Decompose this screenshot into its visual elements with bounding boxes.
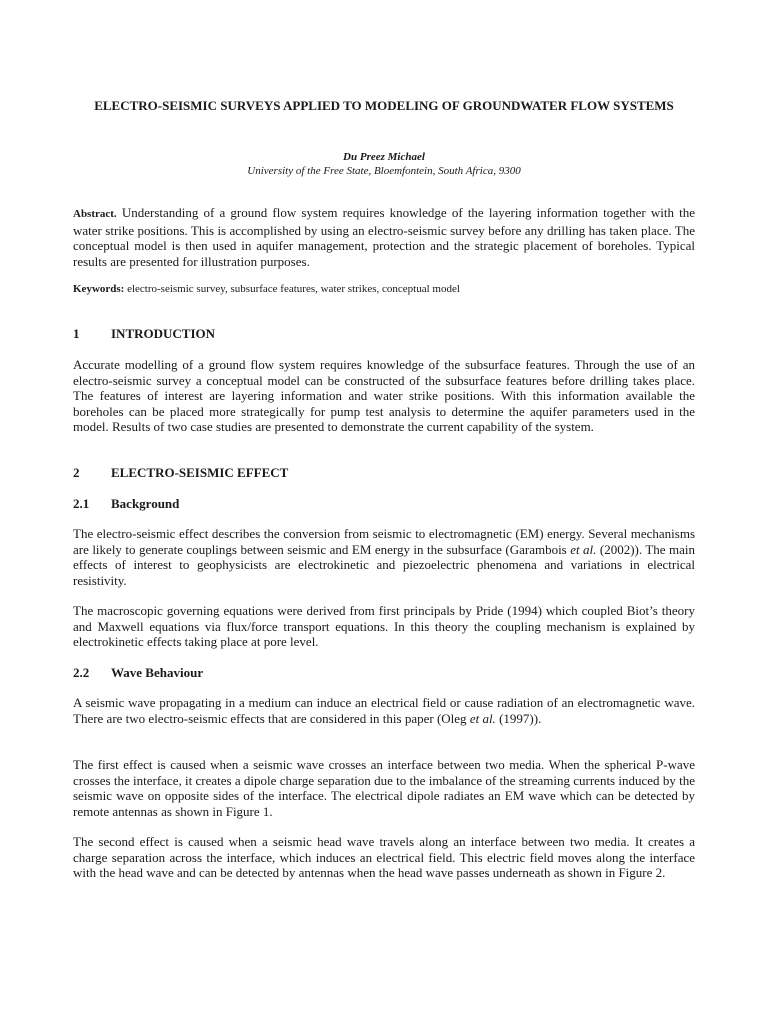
background-paragraph-2: The macroscopic governing equations were derived from first principals by Pride (1994) which coupled Biot’s theory and Maxwell equations via flux/force transport equations. In this theory the coupling mechanism is explained by electrokinetic effects taking place at pore level. [73, 603, 695, 649]
subsection-title: Background [111, 496, 180, 511]
author-name: Du Preez Michael [343, 151, 425, 163]
subsection-heading-background [73, 496, 695, 512]
section-heading-introduction [73, 326, 695, 342]
et-al-italic: et al. [469, 710, 496, 726]
keywords-label: Keywords: [73, 283, 125, 295]
introduction-paragraph: Accurate modelling of a ground flow system requires knowledge of the subsurface features. Through the use of an electro-seismic survey a conceptual model can be constructed of the subsurface features before drilling takes place. The features of interest are layering information and water strike positions. With this information available the boreholes can be placed more strategically for pump test analysis to determine the aquifer parameters used in the model. Results of two case studies are presented to demonstrate the current capability of the system. [73, 357, 695, 434]
subsection-number: 2.2 [73, 665, 90, 680]
keywords [73, 282, 695, 296]
wave-behaviour-paragraph-3: The second effect is caused when a seismic head wave travels along an interface between two media. It creates a charge separation across the interface, which induces an electrical field. This electric field moves along the interface with the head wave and can be detected by antennas when the head wave passes underneath as shown in Figure 2. [73, 834, 695, 880]
wave-behaviour-paragraph-1 [73, 695, 695, 726]
section-heading-electro-seismic-effect [73, 465, 695, 481]
subsection-title: Wave Behaviour [111, 665, 204, 680]
background-paragraph-1 [73, 526, 695, 588]
paper-title: ELECTRO-SEISMIC SURVEYS APPLIED TO MODELING OF GROUNDWATER FLOW SYSTEMS [94, 98, 674, 113]
abstract-label: Abstract. [73, 208, 117, 220]
section-title: ELECTRO-SEISMIC EFFECT [111, 465, 289, 480]
section-number: 2 [73, 465, 80, 480]
subsection-number: 2.1 [73, 496, 90, 511]
wave-behaviour-paragraph-2: The first effect is caused when a seismic wave crosses an interface between two media. When the spherical P-wave crosses the interface, it creates a dipole charge separation due to the imbalance of the streaming currents induced by the seismic wave on opposite sides of the interface. The electrical dipole radiates an EM wave which can be detected by remote antennas as shown in Figure 1. [73, 757, 695, 819]
section-title: INTRODUCTION [111, 326, 216, 341]
text-run: (1997)). [499, 710, 542, 726]
text-run: (2002)). The main effects of interest to geophysicists are electrokinetic and piezoelectric phenomena and variations in electrical resistivity. [73, 541, 696, 588]
section-number: 1 [73, 326, 80, 341]
text-run: The electro-seismic effect describes the conversion from seismic to electromagnetic (EM) energy. Several mechanisms are likely to generate couplings between seismic and EM energy in the subsurface (Garambois [73, 526, 695, 557]
author-affiliation: University of the Free State, Bloemfontein, South Africa, 9300 [247, 165, 521, 177]
text-run: A seismic wave propagating in a medium can induce an electrical field or cause radiation of an electromagnetic wave. There are two electro-seismic effects that are considered in this paper (Oleg [73, 695, 695, 726]
subsection-heading-wave-behaviour [73, 665, 695, 681]
keywords-text: electro-seismic survey, subsurface features, water strikes, conceptual model [127, 283, 460, 295]
et-al-italic: et al. [570, 541, 597, 557]
abstract-text: Understanding of a ground flow system requires knowledge of the layering information together with the water strike positions. This is accomplished by using an electro-seismic survey before any drilling has taken place. The conceptual model is then used in aquifer management, protection and the strategic placement of boreholes. Typical results are presented for illustration purposes. [73, 205, 695, 269]
abstract [73, 205, 695, 269]
